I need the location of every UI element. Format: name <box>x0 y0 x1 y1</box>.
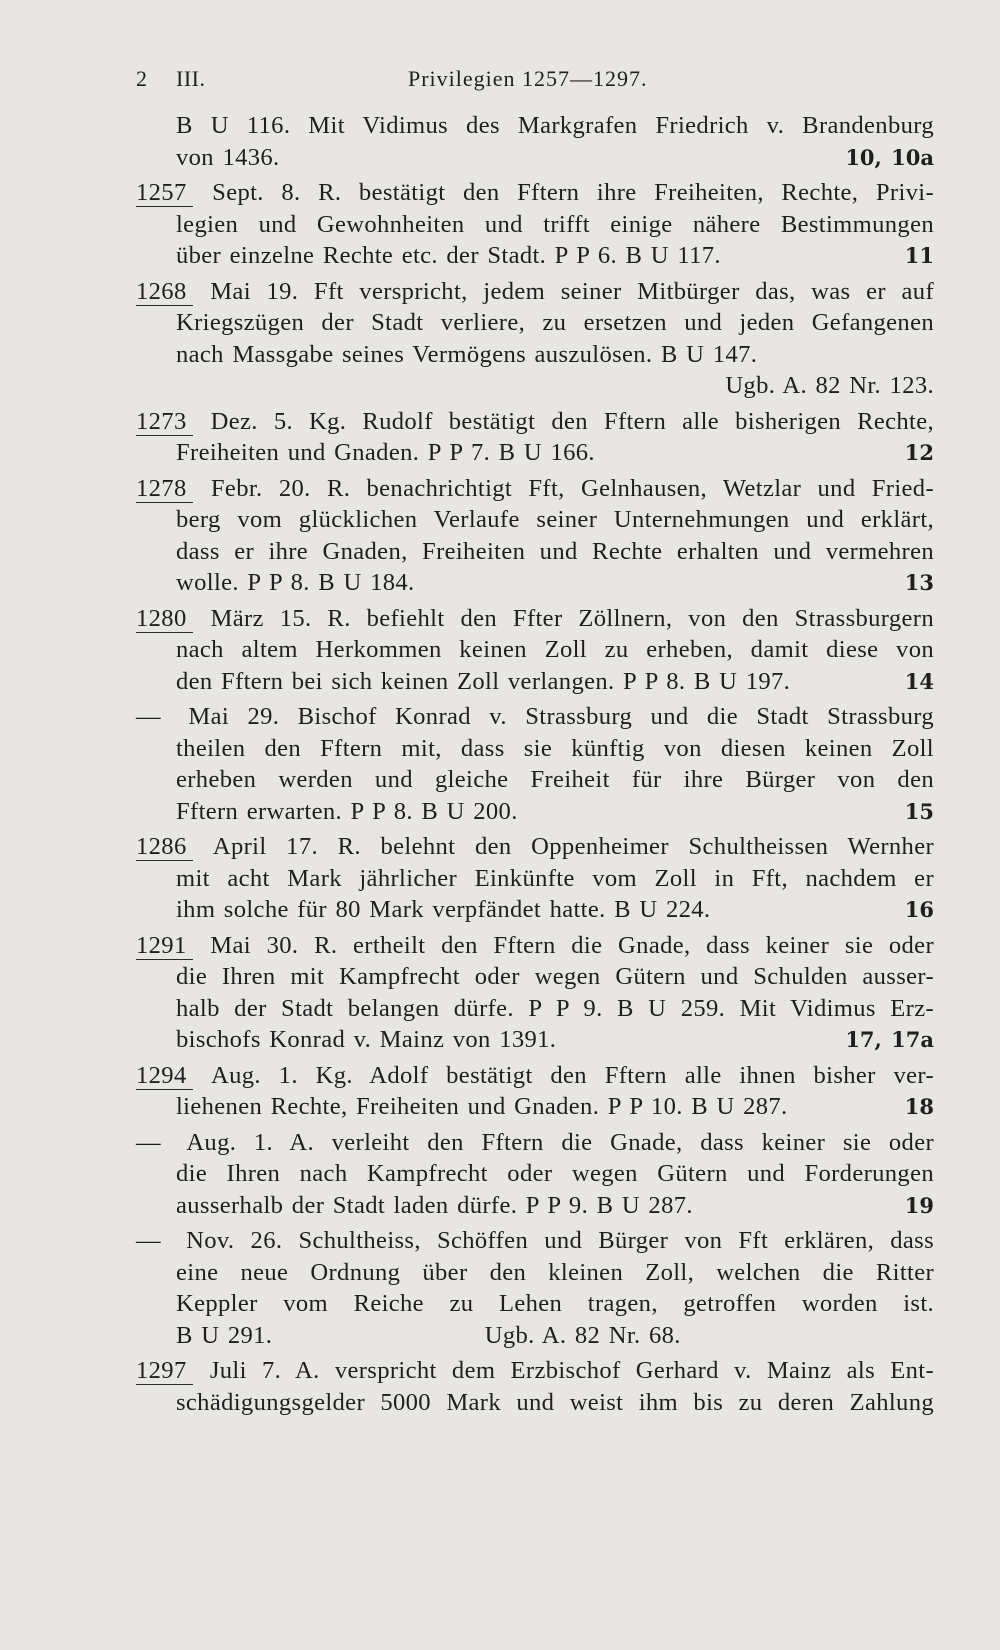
entry-line: berg vom glücklichen Verlaufe seiner Unternehmungen und erklärt, <box>176 506 934 533</box>
entry-line: erheben werden und gleiche Freiheit für ihre Bürger von den <box>176 766 934 793</box>
entry-line: Mai 29. Bischof Konrad v. Strassburg und die Stadt Strassburg <box>170 703 934 730</box>
entry-number: 16 <box>904 897 934 922</box>
entry-line: halb der Stadt belangen dürfe. P P 9. B U 259. Mit Vidimus Erz- <box>176 994 934 1022</box>
entry-year: 1257 <box>136 180 193 207</box>
ditto-dash: — <box>136 1227 161 1254</box>
entry-line: den Fftern bei sich keinen Zoll verlangen. P P 8. B U 197. <box>176 667 791 695</box>
entry-line: nach altem Herkommen keinen Zoll zu erheben, damit diese von <box>176 636 934 663</box>
entry-year: 1286 <box>136 834 193 861</box>
register-entry <box>136 1225 934 1351</box>
running-header <box>136 58 934 106</box>
register-entry <box>136 110 934 173</box>
register-entry <box>136 276 934 402</box>
entry-line: liehenen Rechte, Freiheiten und Gnaden. P P 10. B U 287. <box>176 1093 788 1120</box>
entry-line: Nov. 26. Schultheiss, Schöffen und Bürger von Fft erklären, dass <box>170 1227 934 1254</box>
register-entry <box>136 930 934 1056</box>
register-entry <box>136 1127 934 1222</box>
entry-line: Mai 19. Fft verspricht, jedem seiner Mitbürger das, was er auf <box>194 277 934 305</box>
entry-year: 1273 <box>136 409 193 436</box>
entry-line: über einzelne Rechte etc. der Stadt. P P 6. B U 117. <box>176 242 721 269</box>
register-entry <box>136 406 934 469</box>
entry-line: Kriegszügen der Stadt verliere, zu ersetzen und jeden Gefangenen <box>176 309 934 336</box>
entry-year: 1291 <box>136 933 193 960</box>
page-number: 2 <box>136 66 148 91</box>
entry-line: April 17. R. belehnt den Oppenheimer Schultheissen Wernher <box>194 833 934 860</box>
entry-line: Aug. 1. A. verleiht den Fftern die Gnade, dass keiner sie oder <box>170 1128 934 1156</box>
entry-number: 15 <box>904 798 934 824</box>
register-entry <box>136 603 934 698</box>
ditto-dash: — <box>136 703 161 730</box>
entry-year: 1280 <box>136 606 193 633</box>
entry-year: 1297 <box>136 1358 193 1385</box>
entry-line: Mai 30. R. ertheilt den Fftern die Gnade, dass keiner sie oder <box>194 931 934 959</box>
entry-line: nach Massgabe seines Vermögens auszulösen. B U 147. <box>176 340 758 368</box>
entry-line: dass er ihre Gnaden, Freiheiten und Rechte erhalten und vermehren <box>176 537 934 565</box>
entry-line: ihm solche für 80 Mark verpfändet hatte. B U 224. <box>176 896 711 923</box>
entry-line: mit acht Mark jährlicher Einkünfte vom Zoll in Fft, nachdem er <box>176 864 934 892</box>
entry-line: Febr. 20. R. benachrichtigt Fft, Gelnhausen, Wetzlar und Fried- <box>194 474 934 502</box>
entry-line: Fftern erwarten. P P 8. B U 200. <box>176 797 518 825</box>
entry-line: Dez. 5. Kg. Rudolf bestätigt den Fftern alle bisherigen Rechte, <box>194 407 934 435</box>
entry-line: bischofs Konrad v. Mainz von 1391. <box>176 1026 557 1053</box>
entry-number: 18 <box>904 1094 934 1119</box>
entry-line: legien und Gewohnheiten und trifft einige nähere Bestimmungen <box>176 210 934 238</box>
entry-number: 10, 10a <box>845 144 934 170</box>
archive-reference: Ugb. A. 82 Nr. 123. <box>725 372 934 399</box>
entry-number: 19 <box>904 1192 934 1218</box>
register-entry <box>136 1060 934 1123</box>
entry-line: Sept. 8. R. bestätigt den Fftern ihre Freiheiten, Rechte, Privi- <box>194 179 934 206</box>
entry-line: von 1436. <box>176 143 280 171</box>
entry-number: 14 <box>904 668 934 694</box>
page-title: Privilegien 1257—1297. <box>408 66 648 91</box>
entry-number: 17, 17a <box>845 1027 934 1052</box>
entry-number: 12 <box>904 440 934 465</box>
register-entry <box>136 473 934 599</box>
entry-line: B U 291. Ugb. A. 82 Nr. 68. <box>176 1321 681 1349</box>
entry-line: B U 116. Mit Vidimus des Markgrafen Friedrich v. Brandenburg <box>176 112 934 139</box>
entry-line: theilen den Fftern mit, dass sie künftig von diesen keinen Zoll <box>176 734 934 762</box>
entry-line: die Ihren nach Kampfrecht oder wegen Gütern und Forderungen <box>176 1160 934 1187</box>
entry-line: eine neue Ordnung über den kleinen Zoll, welchen die Ritter <box>176 1258 934 1286</box>
entry-line: wolle. P P 8. B U 184. <box>176 569 415 596</box>
entry-line: Aug. 1. Kg. Adolf bestätigt den Fftern alle ihnen bisher ver- <box>194 1061 934 1089</box>
entry-year: 1268 <box>136 279 193 306</box>
entry-year: 1278 <box>136 476 193 503</box>
entry-line: ausserhalb der Stadt laden dürfe. P P 9. B U 287. <box>176 1191 693 1219</box>
entry-line: die Ihren mit Kampfrecht oder wegen Gütern und Schulden ausser- <box>176 963 934 990</box>
entry-line: März 15. R. befiehlt den Ffter Zöllnern, von den Strassburgern <box>194 604 934 632</box>
entry-line: Juli 7. A. verspricht dem Erzbischof Gerhard v. Mainz als Ent- <box>194 1357 934 1384</box>
entry-line: Keppler vom Reiche zu Lehen tragen, getroffen worden ist. <box>176 1290 934 1317</box>
entry-number: 13 <box>904 570 934 595</box>
entry-line: Freiheiten und Gnaden. P P 7. B U 166. <box>176 439 595 466</box>
entry-year: 1294 <box>136 1063 193 1090</box>
ditto-dash: — <box>136 1128 161 1156</box>
register-entry <box>136 831 934 926</box>
register-entry <box>136 177 934 272</box>
register-entry <box>136 1355 934 1418</box>
part-number: III. <box>176 66 206 91</box>
register-entry <box>136 701 934 827</box>
entry-line: schädigungsgelder 5000 Mark und weist ihm bis zu deren Zahlung <box>176 1388 934 1416</box>
entry-number: 11 <box>904 243 934 268</box>
